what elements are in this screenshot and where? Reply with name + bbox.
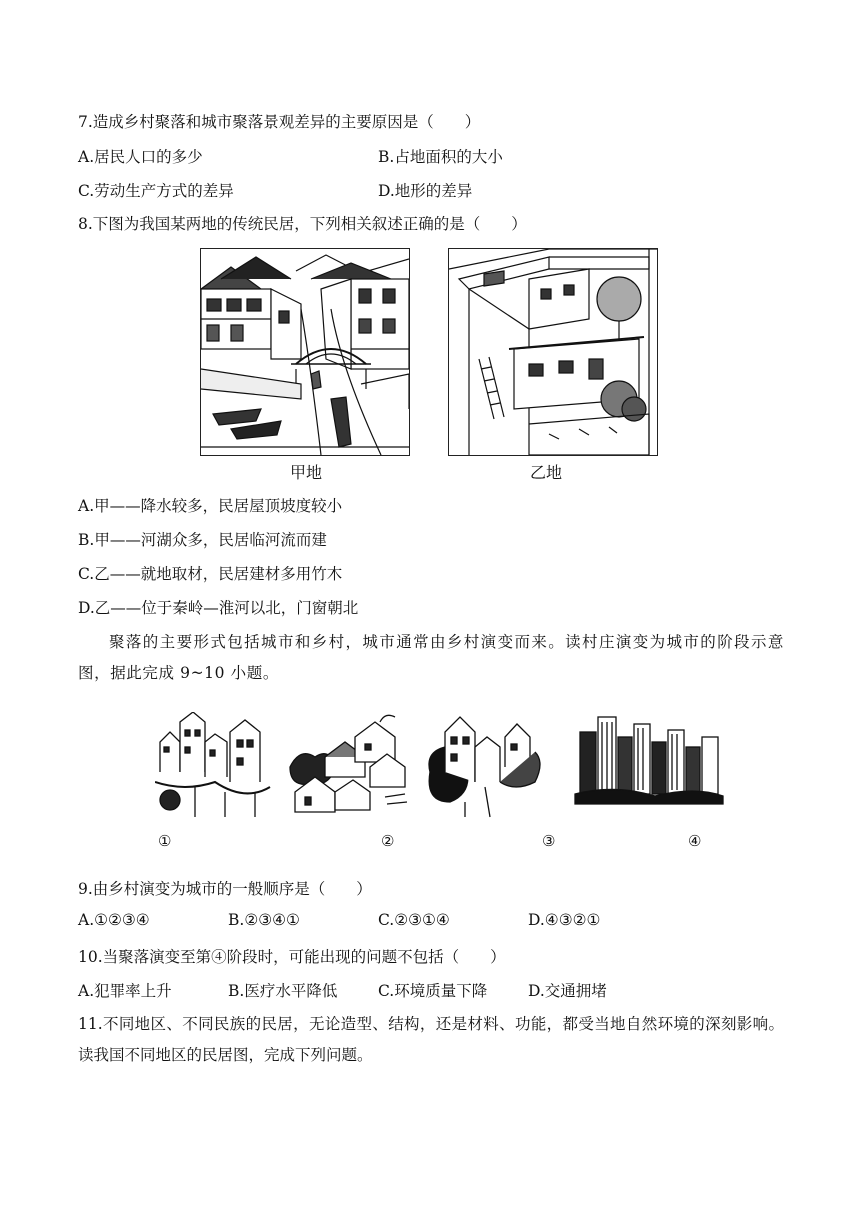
figure-jia-water-town [200, 248, 410, 456]
q10-stem: 10.当聚落演变至第④阶段时，可能出现的问题不包括（ ） [78, 948, 506, 966]
q10-option-c: C.环境质量下降 [378, 982, 488, 1000]
water-town-sketch [201, 249, 409, 455]
q7-stem: 7.造成乡村聚落和城市聚落景观差异的主要原因是（ ） [78, 113, 481, 131]
q7-option-b: B.占地面积的大小 [378, 148, 503, 166]
q10-option-d: D.交通拥堵 [528, 982, 607, 1000]
figure-jia-label: 甲地 [290, 463, 323, 482]
evolution-sketch [155, 712, 725, 822]
stage-3-sketch [429, 717, 540, 817]
q8-option-d: D.乙——位于秦岭—淮河以北，门窗朝北 [78, 599, 359, 617]
q10-option-b: B.医疗水平降低 [228, 982, 338, 1000]
stage-1-sketch [155, 712, 270, 817]
q9-option-a: A.①②③④ [78, 911, 150, 929]
q7-option-a: A.居民人口的多少 [78, 148, 203, 166]
passage-text: 聚落的主要形式包括城市和乡村，城市通常由乡村演变而来。读村庄演变为城市的阶段示意图，据此完成 9~10 小题。 [78, 633, 784, 682]
q8-stem: 8.下图为我国某两地的传统民居，下列相关叙述正确的是（ ） [78, 215, 527, 233]
q8-option-a: A.甲——降水较多，民居屋顶坡度较小 [78, 497, 343, 515]
settlement-evolution-diagram [155, 712, 725, 822]
q8-option-c: C.乙——就地取材，民居建材多用竹木 [78, 565, 343, 583]
courtyard-sketch [449, 249, 657, 455]
figure-yi-courtyard [448, 248, 658, 456]
q9-option-b: B.②③④① [228, 911, 300, 929]
q9-option-c: C.②③①④ [378, 911, 450, 929]
stage-label-3: ③ [542, 832, 556, 850]
stage-label-4: ④ [688, 832, 702, 850]
q7-option-c: C.劳动生产方式的差异 [78, 182, 234, 200]
stage-2-sketch [290, 715, 407, 812]
q11-stem: 11.不同地区、不同民族的民居，无论造型、结构，还是材料、功能，都受当地自然环境的深刻影响。读我国不同地区的民居图，完成下列问题。 [78, 1015, 784, 1064]
q10-option-a: A.犯罪率上升 [78, 982, 172, 1000]
stage-label-1: ① [158, 832, 172, 850]
figure-yi-label: 乙地 [530, 463, 563, 482]
q8-option-b: B.甲——河湖众多，民居临河流而建 [78, 531, 327, 549]
stage-label-2: ② [381, 832, 395, 850]
q9-option-d: D.④③②① [528, 911, 601, 929]
stage-4-sketch [575, 717, 723, 804]
q7-option-d: D.地形的差异 [378, 182, 473, 200]
q9-stem: 9.由乡村演变为城市的一般顺序是（ ） [78, 880, 372, 898]
